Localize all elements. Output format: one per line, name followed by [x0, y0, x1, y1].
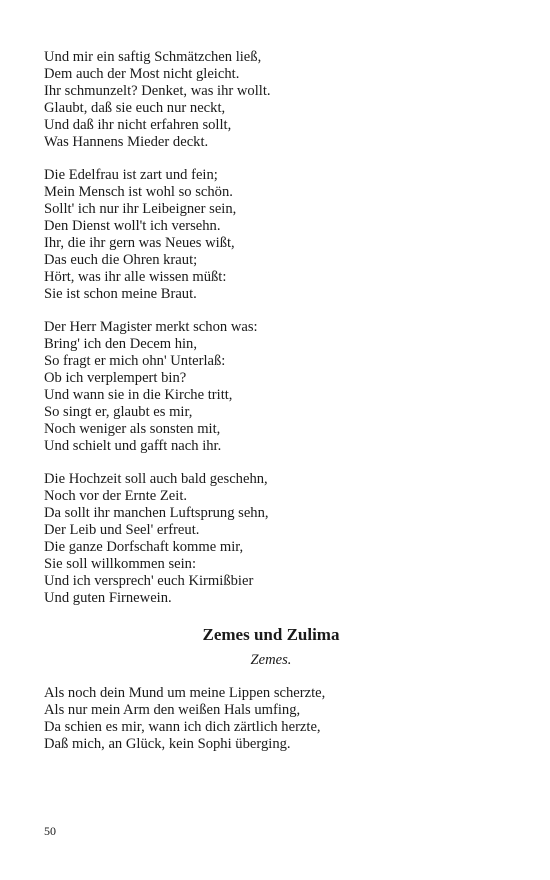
verse-line: Und mir ein saftig Schmätzchen ließ,: [44, 49, 262, 65]
verse-line: Und daß ihr nicht erfahren sollt,: [44, 117, 232, 133]
poem-title: Zemes und Zulima: [202, 625, 340, 644]
stanza-4: [44, 471, 514, 607]
speaker-heading: Zemes.: [250, 652, 292, 668]
stanza-zemes: [44, 685, 514, 753]
verse-line: Sie soll willkommen sein:: [44, 556, 197, 572]
verse-line: Die Hochzeit soll auch bald geschehn,: [44, 471, 268, 487]
verse-line: Was Hannens Mieder deckt.: [44, 134, 209, 150]
verse-line: Das euch die Ohren kraut;: [44, 252, 198, 268]
verse-line: Der Herr Magister merkt schon was:: [44, 319, 258, 335]
verse-line: Der Leib und Seel' erfreut.: [44, 522, 200, 538]
verse-line: Ihr schmunzelt? Denket, was ihr wollt.: [44, 83, 271, 99]
verse-line: Als noch dein Mund um meine Lippen scherzte,: [44, 685, 326, 701]
verse-line: Und guten Firnewein.: [44, 590, 172, 606]
verse-line: Noch vor der Ernte Zeit.: [44, 488, 188, 504]
verse-line: Bring' ich den Decem hin,: [44, 336, 197, 352]
verse-line: Und ich versprech' euch Kirmißbier: [44, 573, 254, 589]
page-number: 50: [44, 824, 56, 838]
verse-line: So fragt er mich ohn' Unterlaß:: [44, 353, 226, 369]
stanza-3: [44, 319, 514, 455]
verse-line: So singt er, glaubt es mir,: [44, 404, 193, 420]
verse-line: Sie ist schon meine Braut.: [44, 286, 197, 302]
verse-line: Die ganze Dorfschaft komme mir,: [44, 539, 244, 555]
verse-line: Noch weniger als sonsten mit,: [44, 421, 221, 437]
page-text: [44, 49, 514, 753]
verse-line: Sollt' ich nur ihr Leibeigner sein,: [44, 201, 237, 217]
verse-line: Als nur mein Arm den weißen Hals umfing,: [44, 702, 301, 718]
verse-line: Da schien es mir, wann ich dich zärtlich herzte,: [44, 719, 321, 735]
verse-line: Mein Mensch ist wohl so schön.: [44, 184, 233, 200]
verse-line: Hört, was ihr alle wissen müßt:: [44, 269, 227, 285]
verse-line: Die Edelfrau ist zart und fein;: [44, 167, 218, 183]
stanza-2: [44, 167, 514, 303]
verse-line: Und wann sie in die Kirche tritt,: [44, 387, 233, 403]
verse-line: Den Dienst woll't ich versehn.: [44, 218, 221, 234]
verse-line: Ob ich verplempert bin?: [44, 370, 187, 386]
verse-line: Und schielt und gafft nach ihr.: [44, 438, 222, 454]
verse-line: Ihr, die ihr gern was Neues wißt,: [44, 235, 235, 251]
verse-line: Glaubt, daß sie euch nur neckt,: [44, 100, 226, 116]
stanza-1: [44, 49, 514, 151]
verse-line: Da sollt ihr manchen Luftsprung sehn,: [44, 505, 269, 521]
verse-line: Dem auch der Most nicht gleicht.: [44, 66, 240, 82]
verse-line: Daß mich, an Glück, kein Sophi überging.: [44, 736, 291, 752]
